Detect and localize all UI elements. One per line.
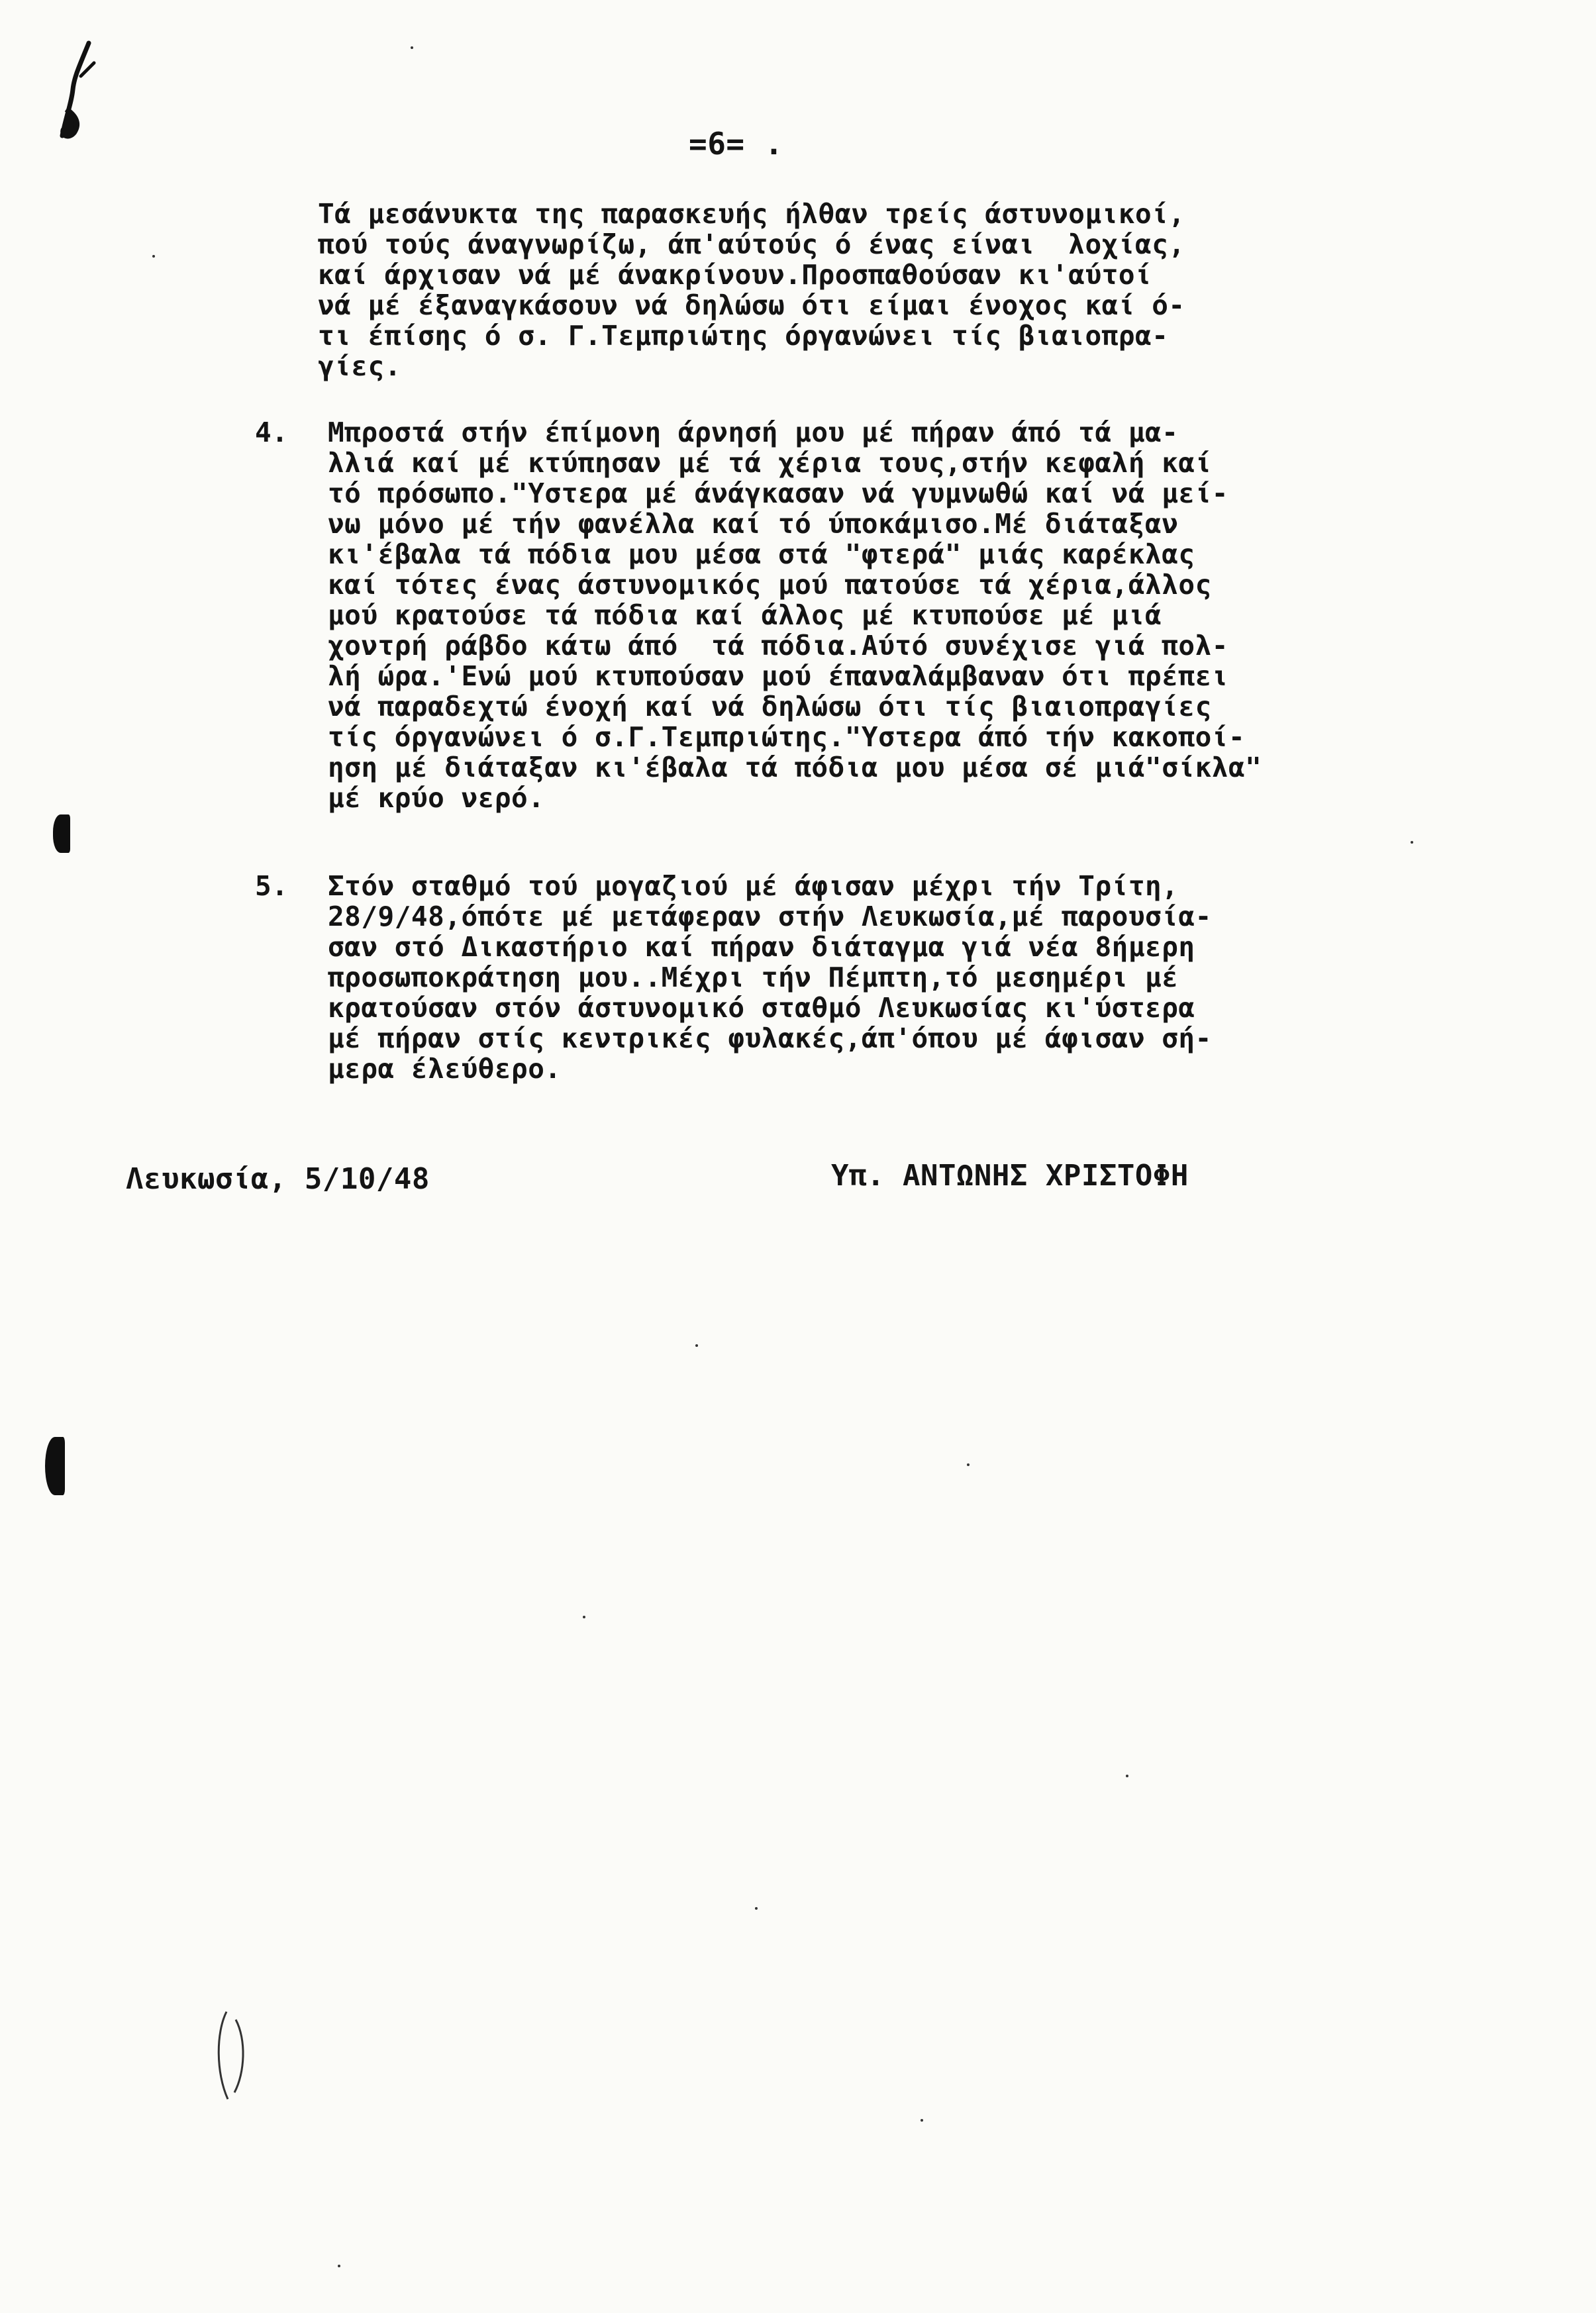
paper-speck <box>921 2119 923 2122</box>
margin-punch-mark-icon <box>53 814 70 853</box>
page-number-text: =6= <box>689 126 745 162</box>
paper-speck <box>411 46 413 49</box>
paper-speck <box>583 1616 585 1618</box>
signature-line: Υπ. ΑΝΤΩΝΗΣ ΧΡΙΣΤΟΦΗ <box>831 1159 1189 1193</box>
paragraph-intro: Τά μεσάνυκτα της παρασκευής ήλθαν τρείς άστυνομικοί, πού τούς άναγνωρίζω, άπ'αύτούς ό ένας είναι λοχίας, καί άρχισαν νά μέ άνακρίνουν.Προσπαθούσαν κι'αύτοί νά μέ έξαναγκάσουν νά δηλώσω ότι είμαι ένοχος καί ό- τι έπίσης ό σ. Γ.Τεμπριώτης όργανώνει τίς βιαιοπρα- γίες. <box>318 198 1185 382</box>
paper-speck <box>1411 841 1413 844</box>
list-item-number: 5. <box>255 870 289 902</box>
list-item-text: Στόν σταθμό τού μογαζιού μέ άφισαν μέχρι τήν Τρίτη, 28/9/48,όπότε μέ μετάφεραν στήν Λευκωσία,μέ παρουσία- σαν στό Δικαστήριο καί πήραν διάταγμα γιά νέα 8ήμερη προσωποκράτηση μου..Μέχρι τήν Πέμπτη,τό μεσημέρι μέ κρατούσαν στόν άστυνομικό σταθμό Λευκωσίας κι'ύστερα μέ πήραν στίς κεντρικές φυλακές,άπ'όπου μέ άφισαν σή- μερα έλεύθερο. <box>328 870 1212 1085</box>
list-item-number: 4. <box>255 417 289 448</box>
paper-speck <box>755 1907 758 1910</box>
place-date: Λευκωσία, 5/10/48 <box>126 1162 430 1196</box>
paper-speck <box>1126 1775 1128 1777</box>
page-number <box>689 126 783 162</box>
paper-speck <box>967 1463 970 1466</box>
paper-speck <box>338 2265 340 2267</box>
paper-speck <box>695 1344 698 1347</box>
paper-speck <box>152 255 155 258</box>
bracket-mark-icon <box>212 2006 252 2106</box>
margin-punch-mark-icon <box>45 1437 65 1495</box>
corner-scribble-icon <box>54 36 101 142</box>
page-number-dot: . <box>764 126 783 162</box>
list-item-text: Μπροστά στήν έπίμονη άρνησή μου μέ πήραν άπό τά μα- λλιά καί μέ κτύπησαν μέ τά χέρια τους,στήν κεφαλή καί τό πρόσωπο."Υστερα μέ άνάγκασαν νά γυμνωθώ καί νά μεί- νω μόνο μέ τήν φανέλλα καί τό ύποκάμισο.Μέ διάταξαν κι'έβαλα τά πόδια μου μέσα στά "φτερά" μιάς καρέκλας καί τότες ένας άστυνομικός μού πατούσε τά χέρια,άλλος μού κρατούσε τά πόδια καί άλλος μέ κτυπούσε μέ μιά χοντρή ράβδο κάτω άπό τά πόδια.Αύτό συνέχισε γιά πολ- λή ώρα.'Ενώ μού κτυπούσαν μού έπαναλάμβαναν ότι πρέπει νά παραδεχτώ ένοχή καί νά δηλώσω ότι τίς βιαιοπραγίες τίς όργανώνει ό σ.Γ.Τεμπριώτης."Υστερα άπό τήν κακοποί- ηση μέ διάταξαν κι'έβαλα τά πόδια μου μέσα σέ μιά"σίκλα" μέ κρύο νερό. <box>328 417 1262 814</box>
